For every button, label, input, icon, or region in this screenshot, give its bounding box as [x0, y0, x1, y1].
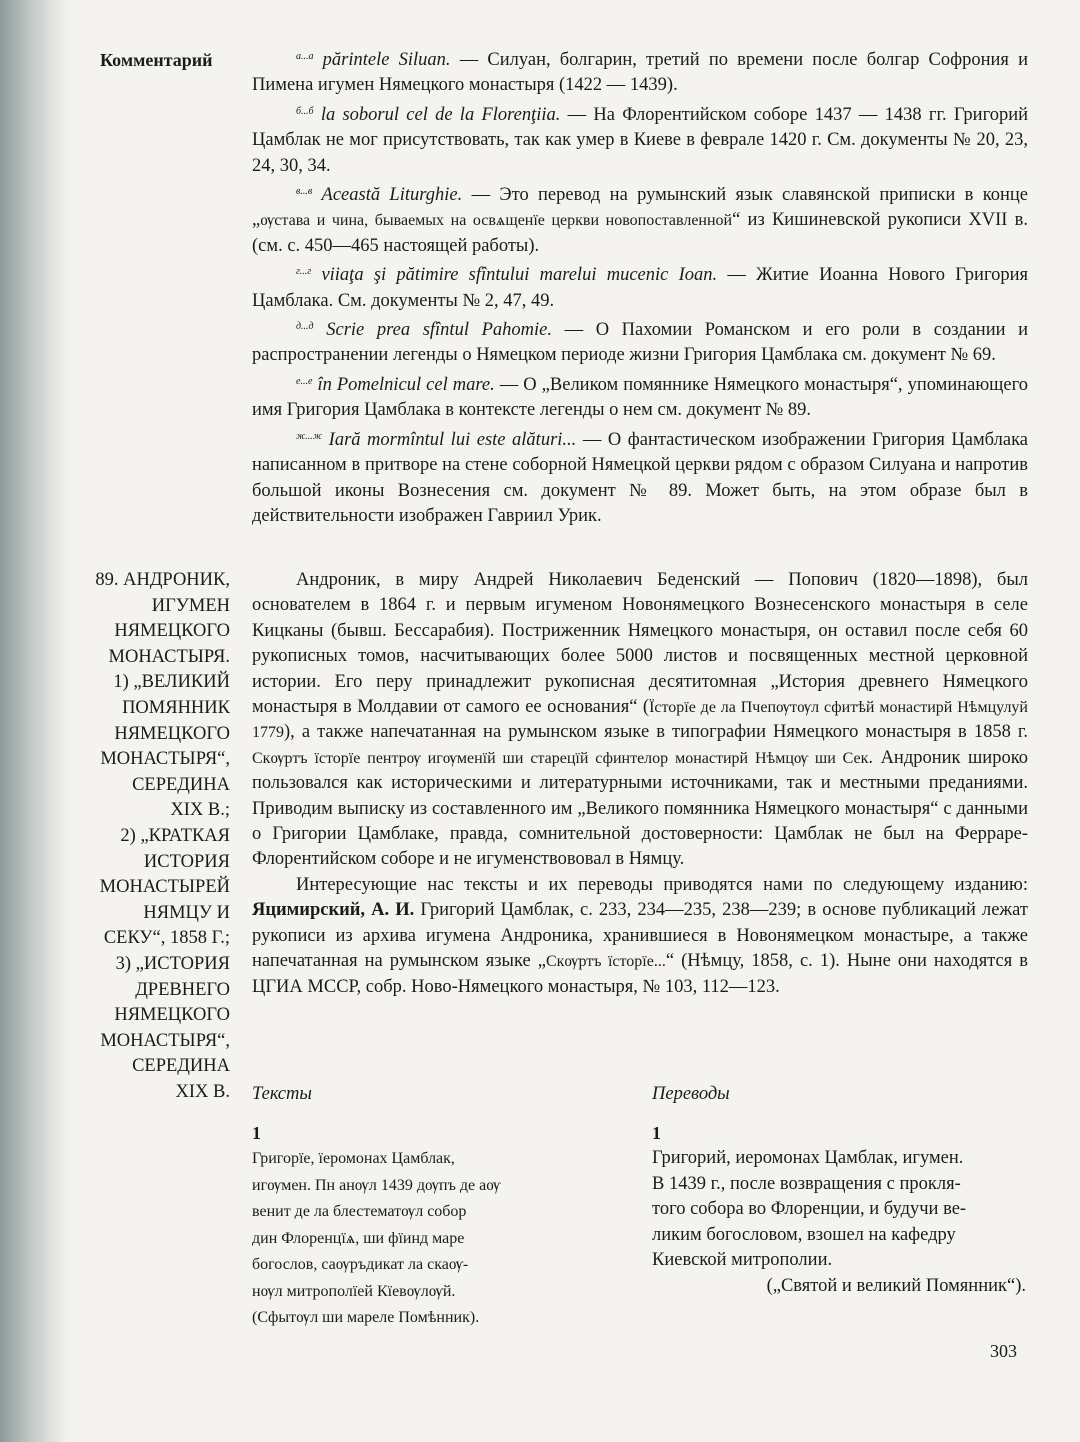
paragraph-text: “ (Нѣмцу, 1858, с. 1). Ныне они находятся в ЦГИА МССР, собр. Ново-Нямецкого монастыря, № 103, 112—123. [252, 951, 1029, 997]
translation-line: Киевской митрополии. [652, 1250, 833, 1271]
author-name: Яцимирский, А. И. [252, 900, 415, 921]
footnote-mark: а...а [296, 51, 314, 62]
entry-text: — О Пахомии Романском и его роли в создании и распространении легенды о Нямецком периоде жизни Григория Цамблака см. документ № 69. [252, 320, 1029, 366]
commentary-heading: Комментарий [100, 50, 213, 70]
entry-text: — Это перевод на румынский язык славянской приписки в конце „ [252, 185, 1029, 231]
section-paragraph [252, 873, 1028, 1000]
translations-column [652, 1146, 1032, 1300]
translation-source: („Святой и великий Помянник“). [766, 1275, 1026, 1296]
entry-source: la soborul cel de la Florenţiia. [320, 104, 561, 125]
texts-column [252, 1146, 572, 1332]
entry-text: — Силуан, болгарин, третий по времени после болгар Софрония и Пимена игумен Нямецкого монастыря (1422 — 1439). [252, 50, 1029, 96]
texts-number: 1 [252, 1123, 261, 1143]
title-line: ДРЕВНЕГО [135, 979, 230, 1000]
slavonic-text: Їсторїе де ла Пчепѹтѹл сфитѣй монастирй Нѣмцулуй 1779 [252, 699, 1028, 742]
title-line: МОНАСТЫРЯ“, [100, 749, 230, 770]
translation-line: ликим богословом, взошел на кафедру [652, 1224, 956, 1245]
paragraph-text: Андроник, в миру Андрей Николаевич Беденский — Попович (1820—1898), был основателем в 1864 г. и первым игуменом Новонямецкого Вознесенского монастыря в селе Кицканы (бывш. Бессарабия). Постриженник Нямецкого монастыря, он оставил после себя 60 рукописных томов, насчитывающих более 5000 листов и посвященных местной церковной истории. Его перу принадлежит рукописная десятитомная „История древнего Нямецкого монастыря в Молдавии от самого ее основания“ ( [252, 570, 1028, 718]
footnote-mark: д...д [296, 321, 314, 333]
slavonic-text: ѹстава и чина, бываемых на освѧщенїе церкви новопоставленной [260, 212, 733, 230]
entry-source: viiaţa şi pătimire sfîntului marelui mucenic Ioan. [321, 265, 718, 286]
title-line: XIX В.; [170, 800, 230, 821]
translations-heading: Переводы [652, 1084, 730, 1104]
entry-text: “ из Кишиневской рукописи XVII в. (см. с. 450—465 настоящей работы). [252, 210, 1029, 256]
text-line: венит де ла блестематѹл собор [252, 1203, 467, 1220]
translation-line: того собора во Флоренции, и будучи ве- [652, 1199, 967, 1220]
text-line: богослов, саѹръдикат ла скаѹ- [252, 1256, 469, 1273]
entry-text: — О „Великом помяннике Нямецкого монастыря“, упоминающего имя Григория Цамблака в контексте легенды о нем см. документ № 89. [252, 374, 1029, 421]
entry-text: — На Флорентийском соборе 1437 — 1438 гг. Григорий Цамблак не мог присутствовать, так как умер в Киеве в феврале 1420 г. См. документы № 20, 23, 24, 30, 34. [252, 104, 1028, 176]
title-line: СЕРЕДИНА [132, 1056, 230, 1077]
slavonic-text: Скѹртъ їсторїе... [545, 953, 666, 971]
title-line: 89. АНДРОНИК, [95, 570, 230, 590]
title-line: НЯМЕЦКОГО [114, 621, 230, 642]
text-line: (Сфытѹл ши мареле Помѣнник). [252, 1309, 480, 1326]
title-line: ПОМЯННИК [122, 697, 230, 718]
translation-line: Григорий, иеромонах Цамблак, игумен. [652, 1148, 964, 1168]
paragraph-text: Григорий Цамблак, с. 233, 234—235, 238—239; в основе публикаций лежат рукописи из архива игумена Андроника, хранившиеся в Новонямецком монастыре, а также напечатанная на румынском языке „ [252, 900, 1029, 972]
paragraph-text: ), а также напечатанная на румынском языке в типографии Нямецкого монастыря в 1858 г. [284, 722, 1028, 743]
footnote-mark: б...б [296, 105, 314, 117]
commentary-entry [252, 369, 1028, 424]
entry-text: — Житие Иоанна Нового Григория Цамблака. См. документы № 2, 47, 49. [252, 265, 1028, 311]
footnote-mark: е...е [296, 375, 313, 387]
title-line: 1) „ВЕЛИКИЙ [113, 672, 230, 693]
text-line: нѹл митрополїей Кїевѹлѹй. [252, 1282, 456, 1300]
text-line: дин Флоренцїѧ, ши фїинд маре [252, 1229, 465, 1247]
commentary-block [252, 44, 1028, 529]
entry-source: Această Liturghie. [321, 185, 463, 206]
slavonic-text: Скѹртъ їсторїе пентрѹ игѹменїй ши старецїй сфинтелор монастирй Нѣмцѹ ши Сек [252, 749, 869, 767]
commentary-entry [252, 424, 1028, 530]
section-body [252, 568, 1028, 1000]
title-line: МОНАСТЫРЯ. [108, 646, 230, 667]
commentary-entry [252, 179, 1028, 259]
section-paragraph [252, 568, 1028, 873]
title-line: 3) „ИСТОРИЯ [115, 953, 230, 974]
translation-line: В 1439 г., после возвращения с прокля- [652, 1173, 961, 1194]
title-line: НЯМЕЦКОГО [114, 723, 230, 744]
entry-source: Iară mormîntul lui este alături... [328, 429, 577, 450]
title-line: НЯМЦУ И [143, 902, 230, 923]
title-line: МОНАСТЫРЕЙ [99, 877, 230, 898]
title-line: ИГУМЕН [151, 595, 230, 616]
commentary-entry [252, 314, 1028, 369]
title-line: СЕРЕДИНА [132, 774, 230, 795]
title-line: МОНАСТЫРЯ“, [100, 1030, 230, 1051]
footnote-mark: г...г [296, 266, 312, 278]
title-line: 2) „КРАТКАЯ [120, 825, 230, 846]
text-line: Григорїе, їеромонах Цамблак, [252, 1150, 455, 1167]
entry-source: părintele Siluan. [322, 50, 451, 70]
footnote-mark: в...в [296, 186, 313, 198]
text-line: игѹмен. Пн анѹл 1439 дѹпъ де аѹ [252, 1176, 501, 1194]
paragraph-text: . Андроник широко пользовался как историческими и литературными источниками, так и местными преданиями. Приводим выписку из составленного им „Великого помянника Нямецкого монастыря“ с данными о Григории Цамблаке, правда, сомнительной достоверности: Цамблак не был на Ферраре-Флорентийском соборе и не игуменствововал в Нямцу. [252, 747, 1029, 870]
title-line: НЯМЕЦКОГО [114, 1005, 230, 1026]
title-line: XIX В. [175, 1081, 230, 1102]
footnote-mark: ж...ж [296, 430, 323, 442]
commentary-entry [252, 99, 1028, 179]
texts-heading: Тексты [252, 1084, 312, 1104]
section-title [60, 568, 230, 1105]
translations-number: 1 [652, 1123, 661, 1143]
title-line: ИСТОРИЯ [143, 851, 230, 872]
page-number: 303 [990, 1341, 1017, 1361]
commentary-entry [252, 44, 1028, 99]
entry-source: Scrie prea sfîntul Pahomie. [326, 320, 552, 341]
entry-source: în Pomelnicul cel mare. [317, 374, 495, 395]
entry-text: — О фантастическом изображении Григория Цамблака написанном в притворе на стене соборной Нямецкой церкви рядом с образом Силуана и напротив большой иконы Вознесения см. документ № 89. Может быть, на этом образе был в действительности изображен Гавриил Урик. [252, 429, 1028, 526]
title-line: СЕКУ“, 1858 Г.; [103, 928, 230, 949]
paragraph-text: Интересующие нас тексты и их переводы приводятся нами по следующему изданию: [296, 874, 1028, 895]
commentary-entry [252, 259, 1028, 314]
